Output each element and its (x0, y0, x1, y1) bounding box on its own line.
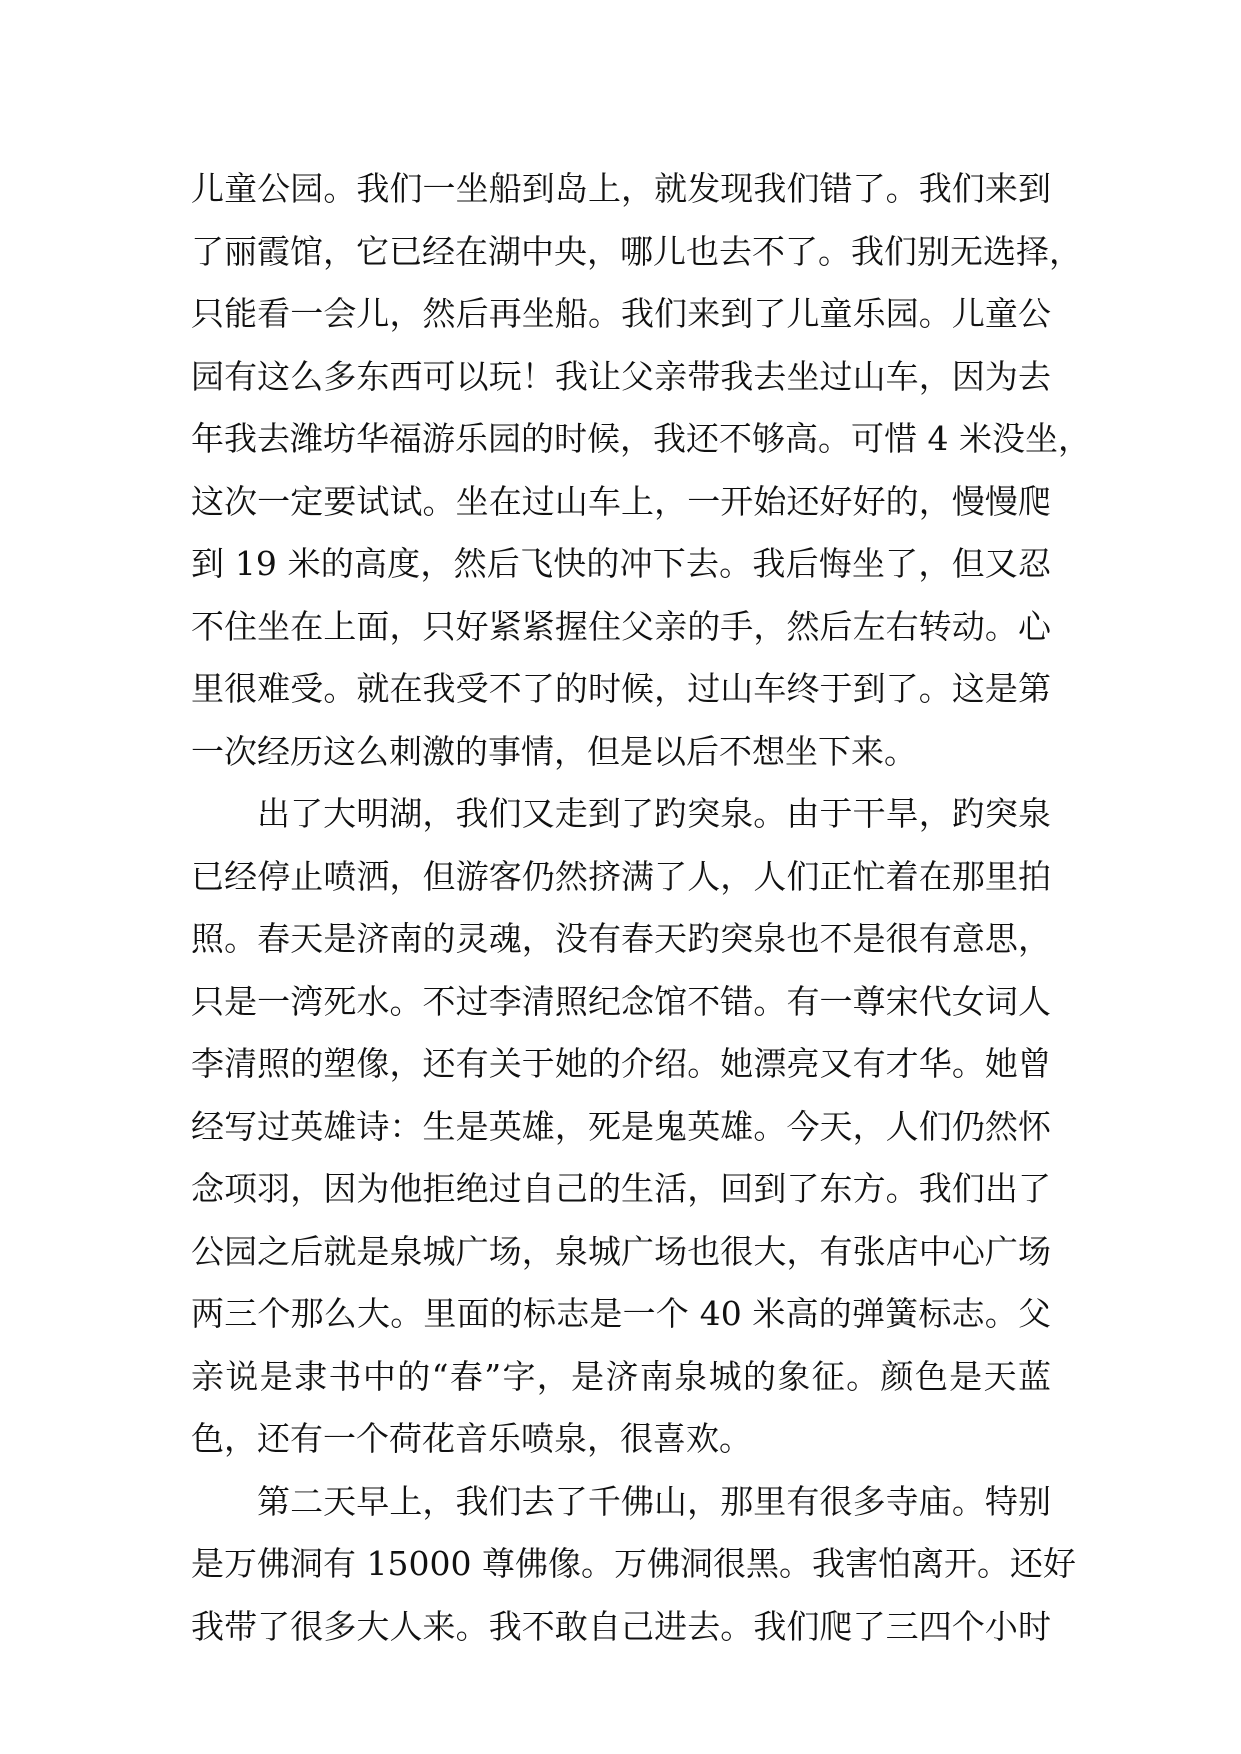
text-line: 到 19 米的高度，然后飞快的冲下去。我后悔坐了，但又忍 (191, 544, 1051, 583)
text-line: 园有这么多东西可以玩！我让父亲带我去坐过山车，因为去 (191, 356, 1051, 396)
text-line: 已经停止喷洒，但游客仍然挤满了人，人们正忙着在那里拍 (191, 856, 1051, 896)
text-line: 这次一定要试试。坐在过山车上，一开始还好好的，慢慢爬 (191, 481, 1051, 521)
text-line: 亲说是隶书中的“春”字，是济南泉城的象征。颜色是天蓝 (191, 1356, 1051, 1396)
text-line: 年我去潍坊华福游乐园的时候，我还不够高。可惜 4 米没坐， (191, 419, 1091, 458)
text-line: 公园之后就是泉城广场，泉城广场也很大，有张店中心广场 (191, 1231, 1051, 1271)
text-line: 两三个那么大。里面的标志是一个 40 米高的弹簧标志。父 (191, 1294, 1051, 1333)
text-line: 经写过英雄诗：生是英雄，死是鬼英雄。今天，人们仍然怀 (191, 1106, 1051, 1146)
text-line: 我带了很多大人来。我不敢自己进去。我们爬了三四个小时 (191, 1606, 1051, 1646)
text-line: 不住坐在上面，只好紧紧握住父亲的手，然后左右转动。心 (191, 606, 1051, 646)
text-line: 里很难受。就在我受不了的时候，过山车终于到了。这是第 (191, 669, 1051, 708)
text-line: 色，还有一个荷花音乐喷泉，很喜欢。 (191, 1419, 752, 1458)
text-line: 出了大明湖，我们又走到了趵突泉。由于干旱，趵突泉 (257, 794, 1051, 833)
paragraph-1 (191, 158, 1091, 783)
text-line: 了丽霞馆，它已经在湖中央，哪儿也去不了。我们别无选择， (191, 231, 1082, 271)
paragraph-2 (191, 783, 1051, 1471)
text-line: 儿童公园。我们一坐船到岛上，就发现我们错了。我们来到 (191, 169, 1051, 208)
text-line: 第二天早上，我们去了千佛山，那里有很多寺庙。特别 (257, 1481, 1051, 1521)
text-line: 只能看一会儿，然后再坐船。我们来到了儿童乐园。儿童公 (191, 294, 1051, 333)
text-line: 照。春天是济南的灵魂，没有春天趵突泉也不是很有意思， (191, 919, 1051, 958)
article-body (191, 158, 1091, 1658)
text-line: 李清照的塑像，还有关于她的介绍。她漂亮又有才华。她曾 (191, 1044, 1051, 1083)
text-line: 是万佛洞有 15000 尊佛像。万佛洞很黑。我害怕离开。还好 (191, 1544, 1076, 1583)
text-line: 念项羽，因为他拒绝过自己的生活，回到了东方。我们出了 (191, 1169, 1051, 1208)
paragraph-3 (191, 1471, 1076, 1659)
text-line: 只是一湾死水。不过李清照纪念馆不错。有一尊宋代女词人 (191, 981, 1051, 1021)
text-line: 一次经历这么刺激的事情，但是以后不想坐下来。 (191, 731, 917, 771)
